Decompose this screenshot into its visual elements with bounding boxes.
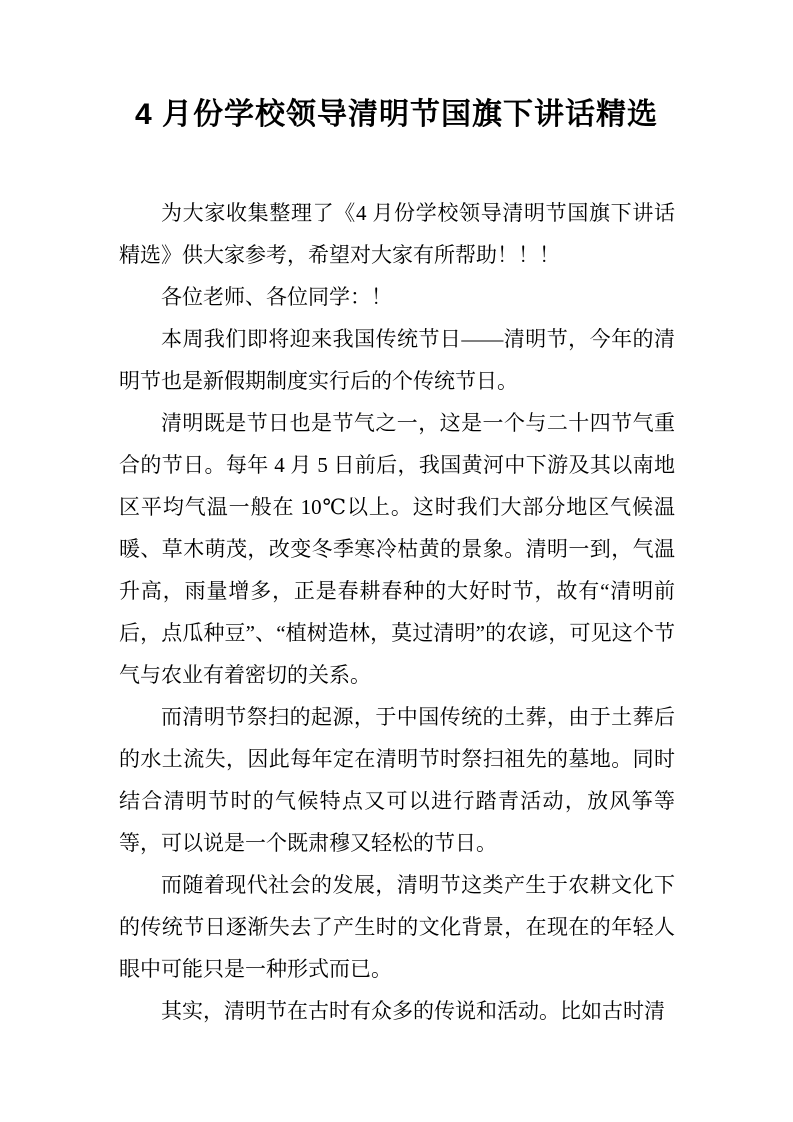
paragraph: 其实，清明节在古时有众多的传说和活动。比如古时清 (161, 999, 665, 1023)
document-title: 4 月份学校领导清明节国旗下讲话精选 (134, 98, 659, 131)
paragraph: 为大家收集整理了《4 月份学校领导清明节国旗下讲话精选》供大家参考，希望对大家有所帮助！！！ (119, 201, 675, 267)
document-body (119, 192, 675, 1032)
paragraph: 而随着现代社会的发展，清明节这类产生于农耕文化下的传统节日逐渐失去了产生时的文化背景，在现在的年轻人眼中可能只是一种形式而已。 (119, 873, 675, 981)
paragraph: 清明既是节日也是节气之一，这是一个与二十四节气重合的节日。每年 4 月 5 日前后，我国黄河中下游及其以南地区平均气温一般在 10℃以上。这时我们大部分地区气候温暖、草木萌茂，改变冬季寒冷枯黄的景象。清明一到，气温升高，雨量增多，正是春耕春种的大好时节，故有“清明前后，点瓜种豆”、“植树造林，莫过清明”的农谚，可见这个节气与农业有着密切的关系。 (119, 411, 675, 687)
paragraph: 各位老师、各位同学：！ (161, 285, 392, 309)
paragraph: 本周我们即将迎来我国传统节日——清明节，今年的清明节也是新假期制度实行后的个传统节日。 (119, 327, 675, 393)
paragraph: 而清明节祭扫的起源，于中国传统的土葬，由于土葬后的水土流失，因此每年定在清明节时祭扫祖先的墓地。同时结合清明节时的气候特点又可以进行踏青活动，放风筝等等，可以说是一个既肃穆又轻松的节日。 (119, 705, 675, 855)
